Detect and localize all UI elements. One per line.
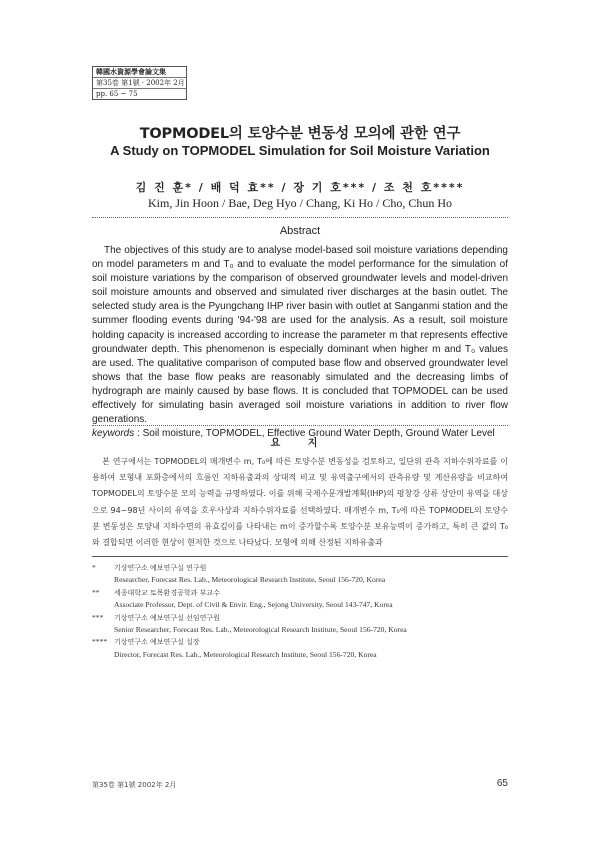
footnote-affiliation-ko: 기상연구소 예보연구실 실장	[114, 638, 200, 647]
footnote-affiliation-en: Associate Professor, Dept. of Civil & Envir. Eng., Sejong University, Seoul 143-747, Korea	[114, 600, 393, 610]
footnote-affiliation-ko: 기상연구소 예보연구실 연구원	[114, 564, 207, 572]
footnote-divider	[92, 556, 508, 557]
footnote-1	[92, 562, 512, 587]
footnote-3	[92, 612, 512, 637]
authors-korean: 김 진 훈* / 배 덕 효** / 장 기 호*** / 조 천 호****	[135, 181, 465, 194]
keywords-text: : Soil moisture, TOPMODEL, Effective Ground Water Depth, Ground Water Level	[137, 428, 495, 440]
footnote-2	[92, 587, 512, 612]
paper-title-english: A Study on TOPMODEL Simulation for Soil Moisture Variation	[110, 143, 490, 158]
journal-name: 韓國水資源學會論文集	[93, 67, 186, 78]
footnote-affiliation-en: Senior Researcher, Forecast Res. Lab., Meteorological Research Institute, Seoul 156-720, Korea	[114, 625, 407, 635]
journal-volume: 第35卷 第1號 · 2002年 2月	[93, 78, 186, 89]
footnote-affiliation-en: Researcher, Forecast Res. Lab., Meteorological Research Institute, Seoul 156-720, Korea	[114, 575, 386, 585]
footnote-mark: ***	[92, 612, 104, 622]
footer-issue: 第35卷 第1號 2002年 2月	[92, 781, 177, 789]
footnote-mark: ****	[92, 637, 108, 647]
footnotes	[92, 562, 512, 661]
abstract-text: The objectives of this study are to analyse model-based soil moisture variations depending on model parameters m and T₀ and to evaluate the model performance for the simulation of soil moisture variations by the comparison of observed groundwater levels and model-driven soil moisture amounts and observed and simulated river discharges at the basin outlet. The selected study area is the Pyungchang IHP river basin with outlet at Sanganmi station and the summer flooding events during '94-'98 are used for the analysis. As a result, soil moisture holding capacity is increased according to increase the parameter m that represents effective groundwater depth. This phenomenon is especially dominant when higher m and T₀ values are used. The qualitative comparison of computed base flow and observed groundwater level shows that the base flow peaks are reasonably simulated and the decreasing limbs of hydrograph are mainly caused by base flows. It is concluded that TOPMODEL can be used effectively for simulating basin averaged soil moisture variations in addition to river flow generations.	[92, 245, 508, 426]
page-number: 65	[496, 778, 508, 789]
footnote-4	[92, 636, 512, 661]
yoji-text: 본 연구에서는 TOPMODEL의 매개변수 m, T₀에 따른 토양수분 변동성을 검토하고, 일단위 관측 지하수위자료를 이용하여 모형내 포화층에서의 흐름인 지하유출과의 상대적 비교 및 유역출구에서의 관측유량 및 계산유량을 비교하여 TOPMODEL의 토양수분 모의 능력을 규명하였다. 이를 위해 국제수문개발계획(IHP)의 평창강 상류 상안미 유역을 대상으로 94~98년 사이의 유역을 호우사상과 지하수위자료를 선택하였다. 매개변수 m, T₀에 따른 TOPMODEL의 토양수분 변동성은 토양내 지하수면의 유효깊이를 나타내는 m이 증가할수록 토양수분 보유능력이 증가하고, 특히 큰 값의 T₀와 결합되면 이러한 현상이 현저한 것으로 나타났다. 모형에 의해 산정된 지하유출과	[92, 457, 508, 548]
divider-top	[92, 217, 508, 218]
journal-pages: pp. 65 ~ 75	[96, 90, 138, 98]
divider-middle	[92, 425, 508, 426]
footnote-mark: **	[92, 587, 100, 597]
paper-title-korean: TOPMODEL의 토양수분 변동성 모의에 관한 연구	[139, 126, 461, 142]
authors-english: Kim, Jin Hoon / Bae, Deg Hyo / Chang, Ki Ho / Cho, Chun Ho	[148, 196, 452, 210]
footnote-affiliation-ko: 세종대학교 토목환경공학과 부교수	[114, 588, 220, 597]
keywords-label: keywords	[92, 428, 135, 440]
abstract-heading: Abstract	[279, 225, 321, 237]
footnote-affiliation-ko: 기상연구소 예보연구실 선임연구원	[114, 613, 220, 622]
footnote-mark: *	[92, 563, 96, 572]
journal-info-box	[92, 66, 187, 100]
abstract-body	[92, 244, 508, 441]
yoji-heading: 요 지	[270, 438, 330, 449]
footnote-affiliation-en: Director, Forecast Res. Lab., Meteorological Research Institute, Seoul 156-720, Korea	[114, 649, 377, 659]
yoji-body	[92, 454, 508, 551]
